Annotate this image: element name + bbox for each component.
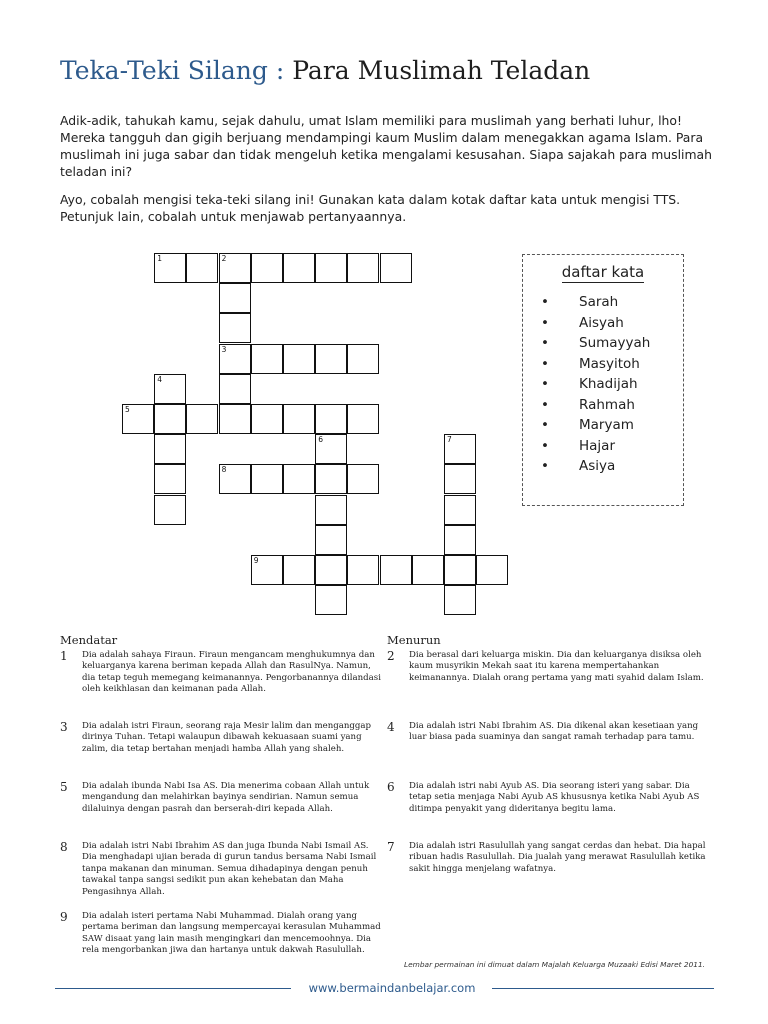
clue-text: Dia adalah ibunda Nabi Isa AS. Dia menerima cobaan Allah untuk mengandung dan melahirkan bayinya sendirian. Namun semua dilaluinya dengan pasrah dan berserah-diri kepada Allah. [82,781,370,814]
crossword-cell[interactable] [315,525,347,555]
down-heading: Menurun [387,633,441,647]
crossword-cell[interactable] [347,344,379,374]
crossword-cell[interactable] [315,495,347,525]
crossword-cell[interactable] [347,464,379,494]
crossword-cell[interactable] [444,585,476,615]
clue-number: 6 [387,780,395,794]
clue-text: Dia adalah istri Nabi Ibrahim AS. Dia dikenal akan kesetiaan yang luar biasa pada suaminya dan sangat ramah terhadap para tamu. [409,721,699,743]
bullet-icon: • [541,376,549,392]
clue-text: Dia adalah istri Nabi Ibrahim AS dan juga Ibunda Nabi Ismail AS. Dia menghadapi ujian berada di gurun tandus bersama Nabi Ismail tanpa makanan dan minuman. Semua dihadapinya dengan penuh tawakal tanpa sangsi sedikit pun akan kehebatan dan Maha Pengasihnya Allah. [82,841,377,897]
word-list-item: • Sarah [541,292,650,313]
crossword-cell[interactable] [315,585,347,615]
word-list-item: • Hajar [541,436,650,457]
clue-text: Dia adalah istri Rasulullah yang sangat cerdas dan hebat. Dia hapal ribuan hadis Rasulullah. Dia jualah yang merawat Rasulullah ketika sakit hingga menjelang wafatnya. [409,841,706,874]
word-list-item: • Khadijah [541,374,650,395]
crossword-cell[interactable] [380,555,412,585]
cell-number: 8 [221,465,227,475]
crossword-cell[interactable] [186,404,218,434]
crossword-cell[interactable] [283,253,315,283]
crossword-cell[interactable] [347,555,379,585]
crossword-cell[interactable] [219,344,251,374]
title-main: Para Muslimah Teladan [292,56,591,85]
cell-number: 4 [157,374,162,384]
crossword-cell[interactable] [219,283,251,313]
clue-number: 2 [387,649,395,663]
word-list-item: • Aisyah [541,313,650,334]
cell-number: 5 [125,405,130,414]
crossword-cell[interactable] [283,555,315,585]
clue-number: 8 [60,840,68,854]
crossword-cell[interactable] [283,404,315,434]
intro-paragraph-2: Ayo, cobalah mengisi teka-teki silang ini! Gunakan kata dalam kotak daftar kata untuk mengisi TTS. Petunjuk lain, cobalah untuk menjawab pertanyaannya. [60,192,681,224]
footer-url[interactable]: www.bermaindanbelajar.com [308,981,476,995]
crossword-cell[interactable] [219,374,251,404]
crossword-cell[interactable] [444,555,476,585]
word-list-item: • Sumayyah [541,333,650,354]
crossword-cell[interactable] [251,253,283,283]
crossword-cell[interactable] [315,344,347,374]
clue-text: Dia berasal dari keluarga miskin. Dia dan keluarganya disiksa oleh kaum musyrikin Mekah saat itu karena mempertahankan keimanannya. Dialah orang pertama yang mati syahid dalam Islam. [409,650,704,683]
crossword-cell[interactable] [251,555,283,585]
clue-text: Dia adalah istri Firaun, seorang raja Mesir lalim dan menganggap dirinya Tuhan. Tetapi walaupun dibawah kekuasaan suami yang zalim, dia tetap bertahan menjadi hamba Allah yang shaleh. [82,721,372,754]
crossword-cell[interactable] [315,404,347,434]
crossword-cell[interactable] [347,404,379,434]
crossword-cell[interactable] [444,434,476,464]
cell-number: 2 [221,254,227,263]
crossword-cell[interactable] [186,253,218,283]
footer-rule-right [492,988,714,989]
clue-text: Dia adalah isteri pertama Nabi Muhammad. Dialah orang yang pertama beriman dan langsung mempercayai kerasulan Muhammad SAW disaat yang lain masih mengingkari dan mencemoohnya. Dia rela mengorbankan jiwa dan hartanya untuk dakwah Rasulullah. [82,911,381,956]
bullet-icon: • [541,335,549,351]
cell-number: 7 [447,435,452,445]
clue-number: 5 [60,780,68,794]
crossword-cell[interactable] [412,555,444,585]
bullet-icon: • [541,437,549,454]
bullet-icon: • [541,417,549,433]
clue-number: 7 [387,840,395,854]
crossword-cell[interactable] [476,555,508,585]
crossword-cell[interactable] [347,253,379,283]
clue-text: Dia adalah sahaya Firaun. Firaun mengancam menghukumnya dan keluarganya karena beriman kepada Allah dan RasulNya. Namun, dia tetap teguh memegang keimanannya. Pengorbanannya dilandasi oleh keikhlasan dan keimanan pada Allah. [82,650,381,695]
clue-number: 9 [60,910,68,924]
bullet-icon: • [541,314,549,331]
bullet-icon: • [541,355,549,372]
cell-number: 6 [318,435,323,445]
crossword-cell[interactable] [154,253,186,283]
word-list-item: • Rahmah [541,395,650,416]
cell-number: 9 [253,556,259,565]
cell-number: 1 [157,254,162,263]
crossword-cell[interactable] [251,464,283,494]
intro-paragraph-1: Adik-adik, tahukah kamu, sejak dahulu, umat Islam memiliki para muslimah yang berhati luhur, lho! Mereka tangguh dan gigih berjuang mendampingi kaum Muslim dalam menegakkan agama Islam. Para muslimah ini juga sabar dan tidak mengeluh ketika mengalami kesusahan. Siapa sajakah para muslimah teladan ini? [60,113,712,179]
crossword-cell[interactable] [154,495,186,525]
cell-number: 3 [221,344,227,354]
crossword-cell[interactable] [251,344,283,374]
crossword-cell[interactable] [154,464,186,494]
crossword-cell[interactable] [154,434,186,464]
word-list-item: • Maryam [541,415,650,436]
clue-text: Dia adalah istri nabi Ayub AS. Dia seorang isteri yang sabar. Dia tetap setia menjaga Nabi Ayub AS khususnya ketika Nabi Ayub AS ditimpa penyakit yang dideritanya begitu lama. [409,781,700,814]
crossword-cell[interactable] [154,374,186,404]
crossword-cell[interactable] [315,253,347,283]
crossword-cell[interactable] [283,344,315,374]
bullet-icon: • [541,458,549,474]
crossword-cell[interactable] [315,464,347,494]
crossword-cell[interactable] [122,404,154,434]
title-prefix: Teka-Teki Silang : [60,56,285,85]
clue-number: 1 [60,649,68,663]
crossword-cell[interactable] [380,253,412,283]
across-heading: Mendatar [60,633,118,647]
word-list-box [522,254,684,506]
footer-rule-left [55,988,291,989]
clue-number: 4 [387,720,395,734]
crossword-cell[interactable] [219,313,251,343]
crossword-cell[interactable] [219,464,251,494]
crossword-cell[interactable] [315,434,347,464]
clue-number: 3 [60,720,68,734]
word-list-title: daftar kata [561,263,645,281]
crossword-cell[interactable] [315,555,347,585]
crossword-cell[interactable] [444,464,476,494]
crossword-cell[interactable] [444,495,476,525]
crossword-cell[interactable] [219,404,251,434]
crossword-cell[interactable] [251,404,283,434]
crossword-cell[interactable] [444,525,476,555]
word-list-item: • Masyitoh [541,354,650,375]
crossword-cell[interactable] [219,253,251,283]
bullet-icon: • [541,396,549,413]
bullet-icon: • [541,294,549,310]
word-list-item: • Asiya [541,456,650,477]
crossword-cell[interactable] [283,464,315,494]
crossword-cell[interactable] [154,404,186,434]
publication-credit: Lembar permainan ini dimuat dalam Majalah Keluarga Muzaaki Edisi Maret 2011. [404,960,706,969]
word-list [541,292,650,477]
